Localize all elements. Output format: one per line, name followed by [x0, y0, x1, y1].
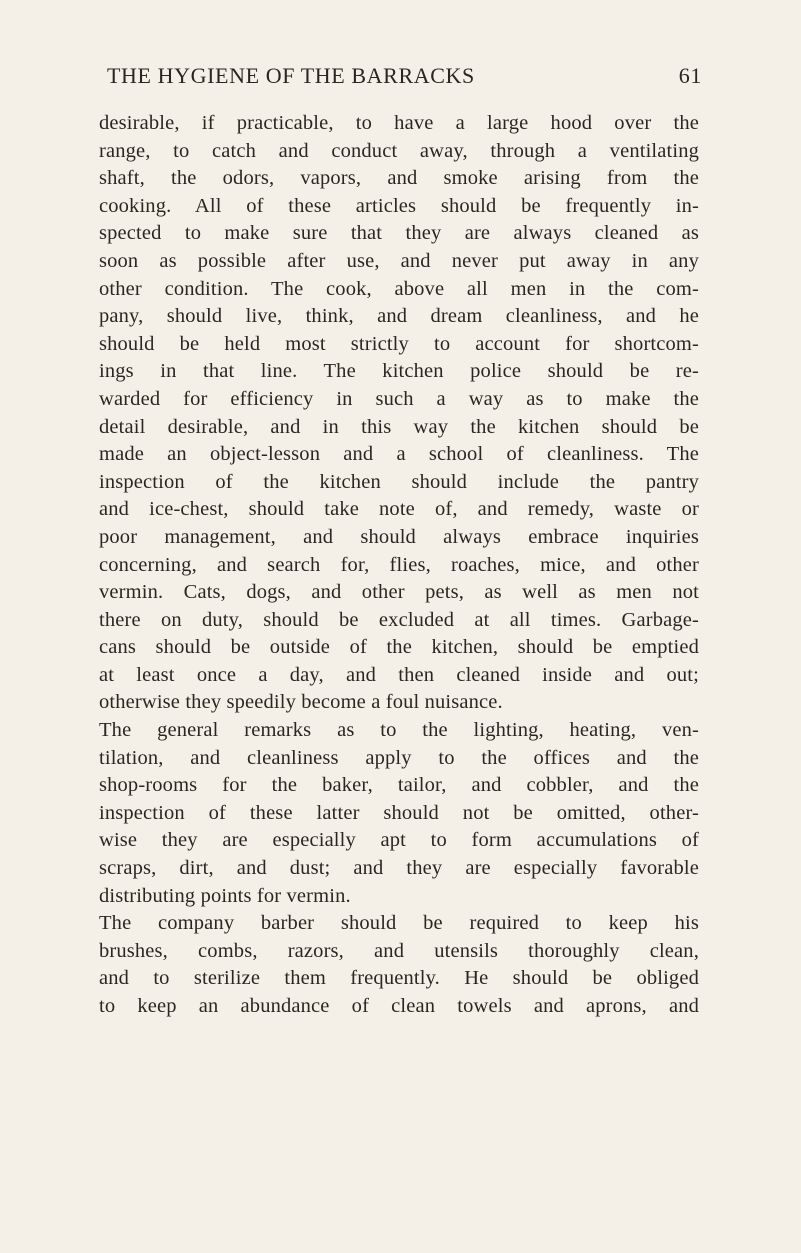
text-line: to keep an abundance of clean towels and aprons, and [99, 995, 699, 1017]
text-line: brushes, combs, razors, and utensils thoroughly clean, [99, 939, 699, 962]
text-line: poor management, and should always embrace inquiries [99, 525, 699, 548]
page-number: 61 [678, 63, 702, 88]
text-line: distributing points for vermin. [99, 884, 351, 907]
text-line: warded for efficiency in such a way as to make the [99, 387, 699, 410]
text-line: desirable, if practicable, to have a large hood over the [99, 112, 699, 134]
text-line: at least once a day, and then cleaned inside and out; [99, 663, 699, 686]
text-line: tilation, and cleanliness apply to the offices and the [99, 746, 699, 769]
body-text [99, 110, 699, 1021]
text-line: soon as possible after use, and never put away in any [99, 249, 699, 272]
text-line: otherwise they speedily become a foul nuisance. [99, 691, 503, 714]
text-line: pany, should live, think, and dream cleanliness, and he [99, 305, 699, 328]
text-line: and ice-chest, should take note of, and remedy, waste or [99, 498, 699, 521]
text-line: cooking. All of these articles should be frequently in- [99, 194, 699, 217]
text-line: vermin. Cats, dogs, and other pets, as well as men not [99, 581, 699, 604]
text-line: ings in that line. The kitchen police should be re- [99, 360, 699, 383]
text-line: The general remarks as to the lighting, heating, ven- [99, 719, 699, 742]
text-line: The company barber should be required to keep his [99, 912, 699, 935]
text-line: range, to catch and conduct away, through a ventilating [99, 139, 699, 162]
text-line: shop-rooms for the baker, tailor, and cobbler, and the [99, 774, 699, 797]
text-line: spected to make sure that they are always cleaned as [99, 222, 699, 245]
text-line: detail desirable, and in this way the kitchen should be [99, 415, 699, 438]
text-line: and to sterilize them frequently. He should be obliged [99, 967, 699, 990]
text-line: concerning, and search for, flies, roaches, mice, and other [99, 553, 699, 576]
running-head-title: THE HYGIENE OF THE BARRACKS [107, 63, 475, 88]
text-line: scraps, dirt, and dust; and they are especially favorable [99, 857, 699, 880]
text-line: inspection of the kitchen should include the pantry [99, 470, 699, 493]
text-line: wise they are especially apt to form accumulations of [99, 829, 699, 852]
text-line: there on duty, should be excluded at all times. Garbage- [99, 608, 699, 631]
text-line: cans should be outside of the kitchen, should be emptied [99, 636, 699, 659]
text-line: should be held most strictly to account for shortcom- [99, 332, 699, 355]
text-line: other condition. The cook, above all men in the com- [99, 277, 699, 300]
running-head [99, 63, 702, 93]
text-line: made an object-lesson and a school of cleanliness. The [99, 443, 699, 466]
text-line: shaft, the odors, vapors, and smoke arising from the [99, 167, 699, 190]
text-line: inspection of these latter should not be omitted, other- [99, 801, 699, 824]
